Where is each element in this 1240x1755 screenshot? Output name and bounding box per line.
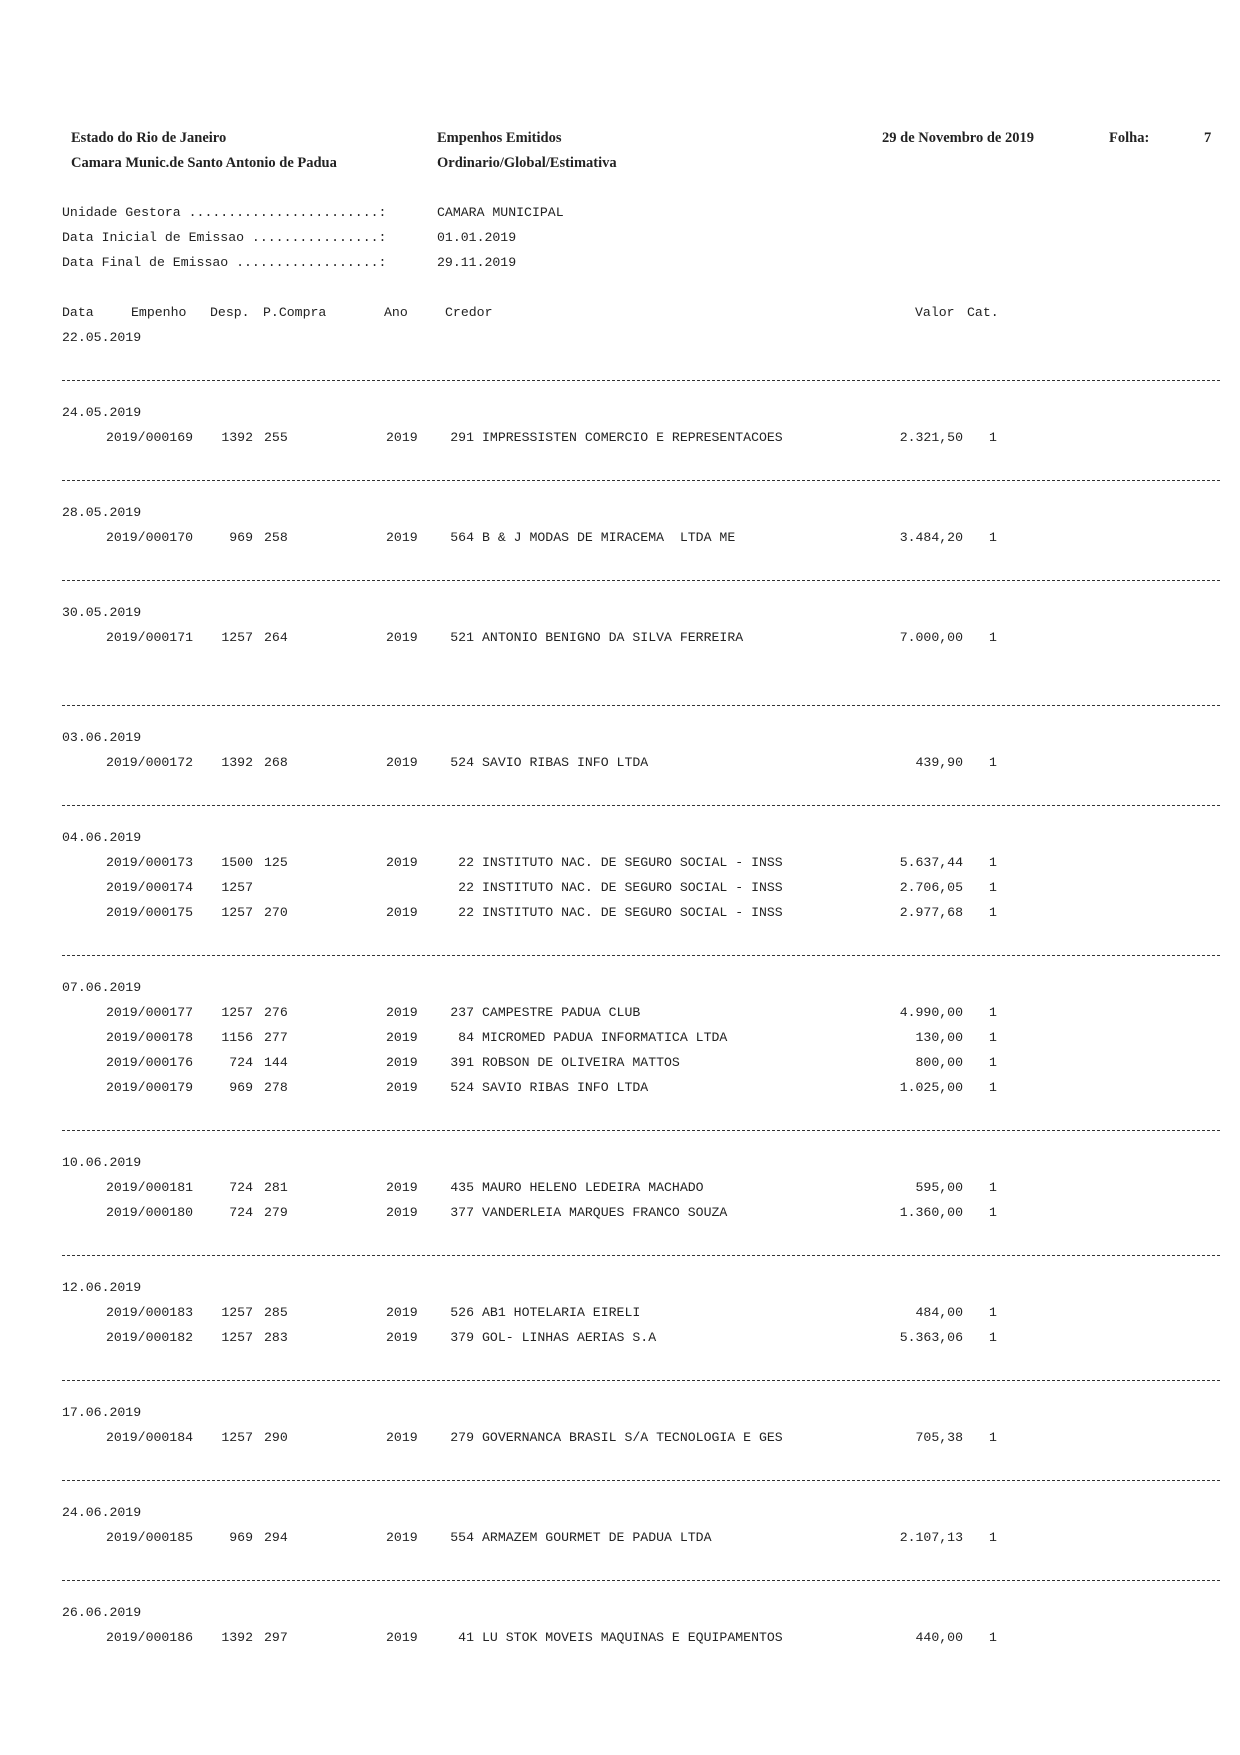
group-separator bbox=[62, 1130, 1220, 1131]
row-valor: 1.025,00 bbox=[899, 1080, 963, 1095]
row-desp: 1500 bbox=[221, 855, 253, 870]
row-credor-name: ARMAZEM GOURMET DE PADUA LTDA bbox=[482, 1530, 712, 1545]
row-cat: 1 bbox=[989, 630, 997, 645]
row-empenho: 2019/000179 bbox=[106, 1080, 194, 1095]
row-credor-name: INSTITUTO NAC. DE SEGURO SOCIAL - INSS bbox=[482, 855, 783, 870]
row-pcompra: 290 bbox=[264, 1430, 288, 1445]
group-separator bbox=[62, 805, 1220, 806]
col-header-pcompra: P.Compra bbox=[263, 305, 327, 320]
row-ano: 2019 bbox=[386, 1080, 418, 1095]
row-empenho: 2019/000184 bbox=[106, 1430, 194, 1445]
group-date: 12.06.2019 bbox=[62, 1280, 142, 1295]
row-valor: 2.107,13 bbox=[899, 1530, 963, 1545]
row-cat: 1 bbox=[989, 530, 997, 545]
row-pcompra: 255 bbox=[264, 430, 288, 445]
row-desp: 969 bbox=[229, 1530, 253, 1545]
row-empenho: 2019/000185 bbox=[106, 1530, 194, 1545]
row-pcompra: 270 bbox=[264, 905, 288, 920]
row-valor: 595,00 bbox=[915, 1180, 963, 1195]
row-desp: 724 bbox=[229, 1055, 253, 1070]
row-credor-name: IMPRESSISTEN COMERCIO E REPRESENTACOES bbox=[482, 430, 783, 445]
row-credor-code: 379 bbox=[450, 1330, 474, 1345]
row-credor-code: 377 bbox=[450, 1205, 474, 1220]
header-report-subtitle: Ordinario/Global/Estimativa bbox=[437, 155, 617, 171]
row-cat: 1 bbox=[989, 1080, 997, 1095]
row-credor-name: INSTITUTO NAC. DE SEGURO SOCIAL - INSS bbox=[482, 880, 783, 895]
row-ano: 2019 bbox=[386, 1180, 418, 1195]
group-separator bbox=[62, 705, 1220, 706]
row-desp: 1257 bbox=[221, 1005, 253, 1020]
row-credor-name: MAURO HELENO LEDEIRA MACHADO bbox=[482, 1180, 704, 1195]
row-pcompra: 285 bbox=[264, 1305, 288, 1320]
group-separator bbox=[62, 580, 1220, 581]
row-valor: 1.360,00 bbox=[899, 1205, 963, 1220]
row-ano: 2019 bbox=[386, 1305, 418, 1320]
row-ano: 2019 bbox=[386, 1330, 418, 1345]
row-desp: 1392 bbox=[221, 755, 253, 770]
row-valor: 4.990,00 bbox=[899, 1005, 963, 1020]
row-empenho: 2019/000180 bbox=[106, 1205, 194, 1220]
row-empenho: 2019/000174 bbox=[106, 880, 194, 895]
header-state: Estado do Rio de Janeiro bbox=[71, 130, 227, 146]
row-cat: 1 bbox=[989, 430, 997, 445]
row-credor-code: 554 bbox=[450, 1530, 474, 1545]
group-date: 17.06.2019 bbox=[62, 1405, 142, 1420]
row-pcompra: 276 bbox=[264, 1005, 288, 1020]
row-cat: 1 bbox=[989, 1430, 997, 1445]
row-credor-name: LU STOK MOVEIS MAQUINAS E EQUIPAMENTOS bbox=[482, 1630, 783, 1645]
info-data-final-label: Data Final de Emissao ..................: bbox=[62, 255, 387, 270]
group-separator bbox=[62, 1380, 1220, 1381]
row-credor-name: B & J MODAS DE MIRACEMA LTDA ME bbox=[482, 530, 736, 545]
row-credor-code: 291 bbox=[450, 430, 474, 445]
group-date: 30.05.2019 bbox=[62, 605, 142, 620]
row-ano: 2019 bbox=[386, 530, 418, 545]
row-pcompra: 279 bbox=[264, 1205, 288, 1220]
row-credor-name: ANTONIO BENIGNO DA SILVA FERREIRA bbox=[482, 630, 744, 645]
row-cat: 1 bbox=[989, 880, 997, 895]
info-data-inicial-value: 01.01.2019 bbox=[437, 230, 517, 245]
row-credor-code: 524 bbox=[450, 1080, 474, 1095]
row-valor: 2.321,50 bbox=[899, 430, 963, 445]
row-valor: 800,00 bbox=[915, 1055, 963, 1070]
row-pcompra: 281 bbox=[264, 1180, 288, 1195]
col-header-cat: Cat. bbox=[967, 305, 999, 320]
col-header-ano: Ano bbox=[384, 305, 408, 320]
row-valor: 5.637,44 bbox=[899, 855, 963, 870]
row-credor-name: MICROMED PADUA INFORMATICA LTDA bbox=[482, 1030, 728, 1045]
row-credor-name: SAVIO RIBAS INFO LTDA bbox=[482, 755, 649, 770]
row-desp: 1392 bbox=[221, 1630, 253, 1645]
row-empenho: 2019/000169 bbox=[106, 430, 194, 445]
row-desp: 1257 bbox=[221, 1305, 253, 1320]
row-desp: 1257 bbox=[221, 630, 253, 645]
group-date: 03.06.2019 bbox=[62, 730, 142, 745]
info-unidade-value: CAMARA MUNICIPAL bbox=[437, 205, 564, 220]
row-credor-name: GOVERNANCA BRASIL S/A TECNOLOGIA E GES bbox=[482, 1430, 783, 1445]
row-pcompra: 268 bbox=[264, 755, 288, 770]
row-credor-code: 435 bbox=[450, 1180, 474, 1195]
row-desp: 969 bbox=[229, 1080, 253, 1095]
row-credor-name: ROBSON DE OLIVEIRA MATTOS bbox=[482, 1055, 680, 1070]
row-valor: 705,38 bbox=[915, 1430, 963, 1445]
row-credor-code: 521 bbox=[450, 630, 474, 645]
row-empenho: 2019/000186 bbox=[106, 1630, 194, 1645]
row-empenho: 2019/000175 bbox=[106, 905, 194, 920]
row-credor-name: GOL- LINHAS AERIAS S.A bbox=[482, 1330, 657, 1345]
row-cat: 1 bbox=[989, 1530, 997, 1545]
group-separator bbox=[62, 480, 1220, 481]
row-pcompra: 278 bbox=[264, 1080, 288, 1095]
row-credor-code: 22 bbox=[458, 905, 474, 920]
row-pcompra: 125 bbox=[264, 855, 288, 870]
row-cat: 1 bbox=[989, 855, 997, 870]
group-separator bbox=[62, 380, 1220, 381]
group-separator bbox=[62, 1480, 1220, 1481]
group-date: 10.06.2019 bbox=[62, 1155, 142, 1170]
row-ano: 2019 bbox=[386, 855, 418, 870]
row-ano: 2019 bbox=[386, 430, 418, 445]
row-ano: 2019 bbox=[386, 1205, 418, 1220]
row-valor: 5.363,06 bbox=[899, 1330, 963, 1345]
row-pcompra: 294 bbox=[264, 1530, 288, 1545]
header-folha-label: Folha: bbox=[1109, 130, 1150, 146]
row-cat: 1 bbox=[989, 755, 997, 770]
row-desp: 969 bbox=[229, 530, 253, 545]
row-pcompra: 258 bbox=[264, 530, 288, 545]
group-date: 24.05.2019 bbox=[62, 405, 142, 420]
group-date: 24.06.2019 bbox=[62, 1505, 142, 1520]
row-valor: 484,00 bbox=[915, 1305, 963, 1320]
row-credor-code: 526 bbox=[450, 1305, 474, 1320]
info-data-final-value: 29.11.2019 bbox=[437, 255, 517, 270]
info-data-inicial-label: Data Inicial de Emissao ................: bbox=[62, 230, 387, 245]
row-desp: 1257 bbox=[221, 1330, 253, 1345]
header-folha-value: 7 bbox=[1204, 130, 1212, 146]
row-credor-code: 524 bbox=[450, 755, 474, 770]
row-cat: 1 bbox=[989, 1180, 997, 1195]
row-credor-code: 22 bbox=[458, 855, 474, 870]
header-institution: Camara Munic.de Santo Antonio de Padua bbox=[71, 155, 337, 171]
group-separator bbox=[62, 1580, 1220, 1581]
row-pcompra: 277 bbox=[264, 1030, 288, 1045]
row-desp: 724 bbox=[229, 1205, 253, 1220]
row-empenho: 2019/000173 bbox=[106, 855, 194, 870]
row-valor: 439,90 bbox=[915, 755, 963, 770]
row-credor-code: 41 bbox=[458, 1630, 474, 1645]
row-empenho: 2019/000171 bbox=[106, 630, 194, 645]
row-empenho: 2019/000181 bbox=[106, 1180, 194, 1195]
row-desp: 724 bbox=[229, 1180, 253, 1195]
col-header-empenho: Empenho bbox=[131, 305, 187, 320]
info-unidade-label: Unidade Gestora ........................: bbox=[62, 205, 387, 220]
row-credor-name: INSTITUTO NAC. DE SEGURO SOCIAL - INSS bbox=[482, 905, 783, 920]
col-header-valor: Valor bbox=[915, 305, 955, 320]
row-empenho: 2019/000182 bbox=[106, 1330, 194, 1345]
row-ano: 2019 bbox=[386, 1430, 418, 1445]
row-cat: 1 bbox=[989, 1330, 997, 1345]
row-desp: 1392 bbox=[221, 430, 253, 445]
row-empenho: 2019/000177 bbox=[106, 1005, 194, 1020]
row-ano: 2019 bbox=[386, 1530, 418, 1545]
header-date: 29 de Novembro de 2019 bbox=[882, 130, 1034, 146]
group-date: 26.06.2019 bbox=[62, 1605, 142, 1620]
row-cat: 1 bbox=[989, 1030, 997, 1045]
row-valor: 440,00 bbox=[915, 1630, 963, 1645]
row-cat: 1 bbox=[989, 1205, 997, 1220]
row-ano: 2019 bbox=[386, 755, 418, 770]
row-credor-code: 279 bbox=[450, 1430, 474, 1445]
row-ano: 2019 bbox=[386, 905, 418, 920]
row-ano: 2019 bbox=[386, 630, 418, 645]
row-ano: 2019 bbox=[386, 1005, 418, 1020]
row-credor-name: SAVIO RIBAS INFO LTDA bbox=[482, 1080, 649, 1095]
row-cat: 1 bbox=[989, 1305, 997, 1320]
row-ano: 2019 bbox=[386, 1055, 418, 1070]
row-empenho: 2019/000183 bbox=[106, 1305, 194, 1320]
col-header-credor: Credor bbox=[445, 305, 493, 320]
col-header-data: Data bbox=[62, 305, 94, 320]
group-date: 22.05.2019 bbox=[62, 330, 142, 345]
row-valor: 2.706,05 bbox=[899, 880, 963, 895]
row-ano: 2019 bbox=[386, 1030, 418, 1045]
row-pcompra: 297 bbox=[264, 1630, 288, 1645]
row-credor-code: 237 bbox=[450, 1005, 474, 1020]
row-empenho: 2019/000170 bbox=[106, 530, 194, 545]
row-credor-name: VANDERLEIA MARQUES FRANCO SOUZA bbox=[482, 1205, 728, 1220]
row-valor: 130,00 bbox=[915, 1030, 963, 1045]
row-credor-code: 564 bbox=[450, 530, 474, 545]
row-credor-code: 391 bbox=[450, 1055, 474, 1070]
row-credor-code: 84 bbox=[458, 1030, 474, 1045]
group-separator bbox=[62, 1255, 1220, 1256]
row-valor: 3.484,20 bbox=[899, 530, 963, 545]
row-pcompra: 144 bbox=[264, 1055, 288, 1070]
row-pcompra: 264 bbox=[264, 630, 288, 645]
row-empenho: 2019/000178 bbox=[106, 1030, 194, 1045]
row-desp: 1257 bbox=[221, 1430, 253, 1445]
row-empenho: 2019/000176 bbox=[106, 1055, 194, 1070]
row-cat: 1 bbox=[989, 905, 997, 920]
row-credor-name: CAMPESTRE PADUA CLUB bbox=[482, 1005, 641, 1020]
group-date: 07.06.2019 bbox=[62, 980, 142, 995]
col-header-desp: Desp. bbox=[210, 305, 250, 320]
row-empenho: 2019/000172 bbox=[106, 755, 194, 770]
row-ano: 2019 bbox=[386, 1630, 418, 1645]
row-cat: 1 bbox=[989, 1630, 997, 1645]
header-report-title: Empenhos Emitidos bbox=[437, 130, 562, 146]
row-valor: 2.977,68 bbox=[899, 905, 963, 920]
row-cat: 1 bbox=[989, 1005, 997, 1020]
row-credor-name: AB1 HOTELARIA EIRELI bbox=[482, 1305, 641, 1320]
row-credor-code: 22 bbox=[458, 880, 474, 895]
group-separator bbox=[62, 955, 1220, 956]
row-desp: 1156 bbox=[221, 1030, 253, 1045]
row-pcompra: 283 bbox=[264, 1330, 288, 1345]
row-valor: 7.000,00 bbox=[899, 630, 963, 645]
row-cat: 1 bbox=[989, 1055, 997, 1070]
group-date: 28.05.2019 bbox=[62, 505, 142, 520]
row-desp: 1257 bbox=[221, 880, 253, 895]
row-desp: 1257 bbox=[221, 905, 253, 920]
group-date: 04.06.2019 bbox=[62, 830, 142, 845]
